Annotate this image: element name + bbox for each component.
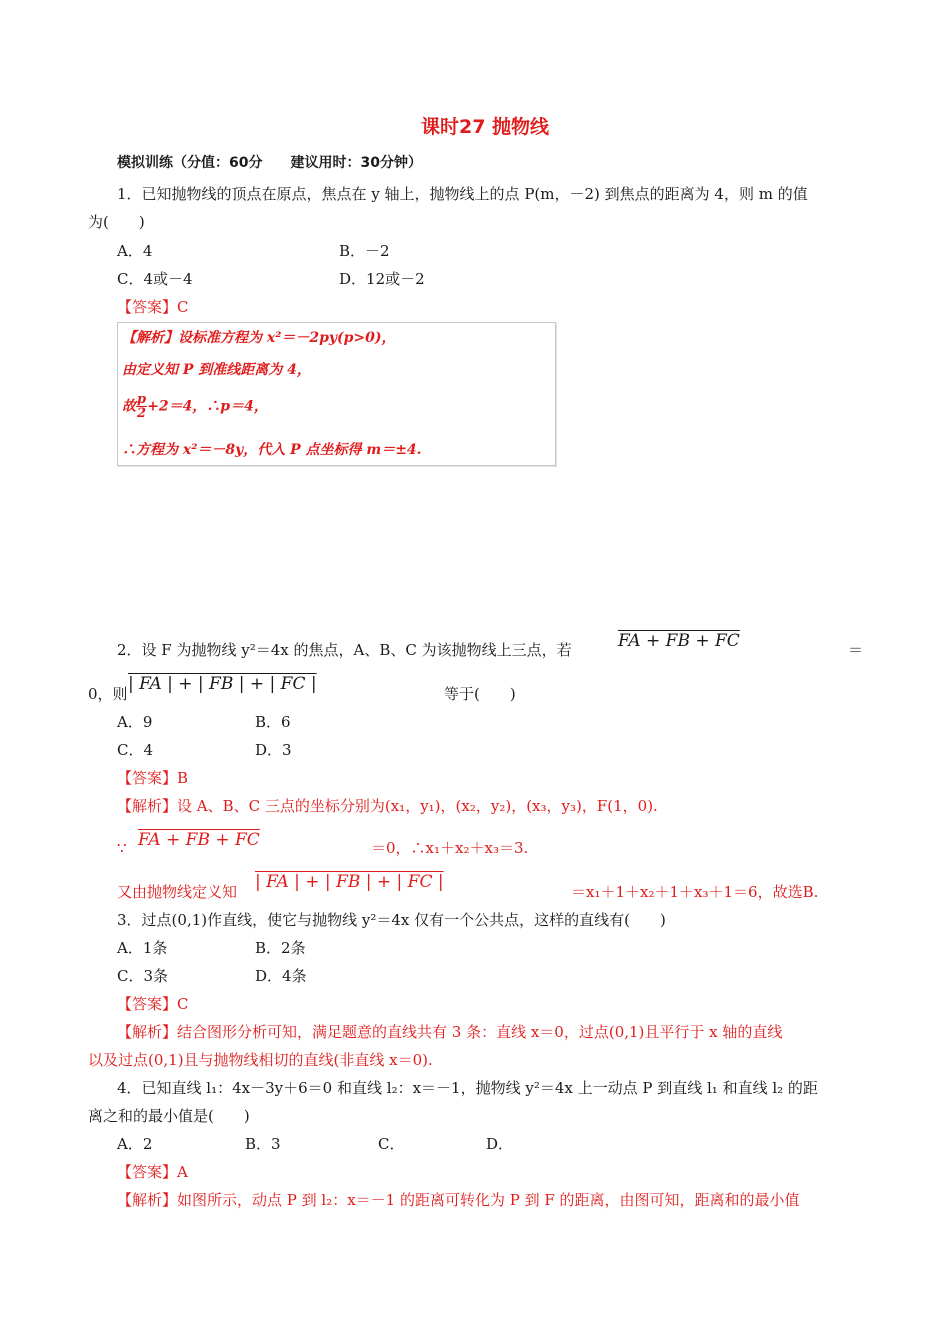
q2-solution-vector-abs-sum: | FA | + | FB | + | FC | — [255, 872, 444, 892]
q1-solution-box — [117, 322, 556, 466]
q4-option-a: A．2 — [117, 1135, 153, 1153]
q1-stem-line1: 1．已知抛物线的顶点在原点，焦点在 y 轴上，抛物线上的点 P(m，－2) 到焦点的距离为 4，则 m 的值 — [117, 185, 808, 203]
q2-solution-line3-prefix: 又由抛物线定义知 — [117, 883, 238, 901]
q4-option-b: B．3 — [245, 1135, 281, 1153]
q3-solution-line2: 以及过点(0,1)且与抛物线相切的直线(非直线 x＝0). — [88, 1051, 433, 1069]
q2-solution-line2-prefix: ∵ — [117, 839, 127, 857]
q1-solution-line2: 由定义知 P 到准线距离为 4， — [122, 362, 311, 378]
q1-option-a: A．4 — [117, 242, 153, 260]
q2-option-d: D．3 — [255, 741, 292, 759]
q1-answer: 【答案】C — [117, 298, 189, 316]
q4-solution-line1: 【解析】如图所示，动点 P 到 l₂：x＝－1 的距离可转化为 P 到 F 的距离，由图可知，距离和的最小值 — [117, 1191, 800, 1209]
q3-answer: 【答案】C — [117, 995, 189, 1013]
q1-option-b: B．－2 — [339, 242, 390, 260]
q2-solution-line1: 【解析】设 A、B、C 三点的坐标分别为(x₁，y₁)，(x₂，y₂)，(x₃，y₃)，F(1，0). — [117, 797, 658, 815]
q1-option-d: D．12或－2 — [339, 270, 425, 288]
q3-option-a: A．1条 — [117, 939, 168, 957]
q3-solution-line1: 【解析】结合图形分析可知，满足题意的直线共有 3 条：直线 x＝0，过点(0,1)且平行于 x 轴的直线 — [117, 1023, 783, 1041]
q2-stem-line2-prefix: 0，则 — [88, 685, 128, 703]
q2-option-b: B．6 — [255, 713, 291, 731]
q4-option-d: D． — [486, 1135, 514, 1153]
q4-stem-line1: 4．已知直线 l₁：4x－3y＋6＝0 和直线 l₂：x＝－1，抛物线 y²＝4x 上一动点 P 到直线 l₁ 和直线 l₂ 的距 — [117, 1079, 818, 1097]
q1-solution-line3: 故 $\frac{p}{2}$ +2＝4，∴p＝4， — [122, 392, 268, 421]
q2-answer: 【答案】B — [117, 769, 189, 787]
q2-stem-line2-suffix: 等于( ) — [444, 685, 516, 703]
q2-solution-line3-suffix: ＝x₁＋1＋x₂＋1＋x₃＋1＝6，故选B. — [571, 883, 819, 901]
page-title: 课时27 抛物线 — [421, 116, 550, 138]
q4-option-c: C． — [378, 1135, 405, 1153]
section-subtitle: 模拟训练（分值：60分 建议用时：30分钟） — [117, 155, 422, 171]
q3-stem: 3．过点(0,1)作直线，使它与抛物线 y²＝4x 仅有一个公共点，这样的直线有( ) — [117, 911, 666, 929]
q2-vector-abs-sum: | FA | + | FB | + | FC | — [128, 674, 317, 694]
q4-answer: 【答案】A — [117, 1163, 188, 1181]
q2-option-c: C．4 — [117, 741, 154, 759]
q1-option-c: C．4或－4 — [117, 270, 193, 288]
fraction-p-over-2: $\frac{p}{2}$ — [137, 392, 147, 421]
q3-option-b: B．2条 — [255, 939, 306, 957]
q2-solution-vector-sum: FA + FB + FC — [138, 830, 260, 850]
q4-stem-line2: 离之和的最小值是( ) — [88, 1107, 250, 1125]
q1-stem-line2: 为( ) — [88, 213, 145, 231]
q1-solution-line4: ∴方程为 x²＝－8y，代入 P 点坐标得 m＝±4. — [122, 442, 422, 458]
q2-solution-line2-suffix: ＝0，∴x₁＋x₂＋x₃＝3. — [371, 839, 529, 857]
q2-option-a: A．9 — [117, 713, 153, 731]
q1-solution-line1: 【解析】设标准方程为 x²＝－2py(p>0)， — [122, 330, 396, 346]
q3-option-c: C．3条 — [117, 967, 169, 985]
q2-stem-part1: 2．设 F 为抛物线 y²＝4x 的焦点，A、B、C 为该抛物线上三点，若 — [117, 641, 572, 659]
q2-stem-equals: ＝ — [848, 641, 864, 659]
q2-vector-sum: FA + FB + FC — [618, 631, 740, 651]
q3-option-d: D．4条 — [255, 967, 307, 985]
